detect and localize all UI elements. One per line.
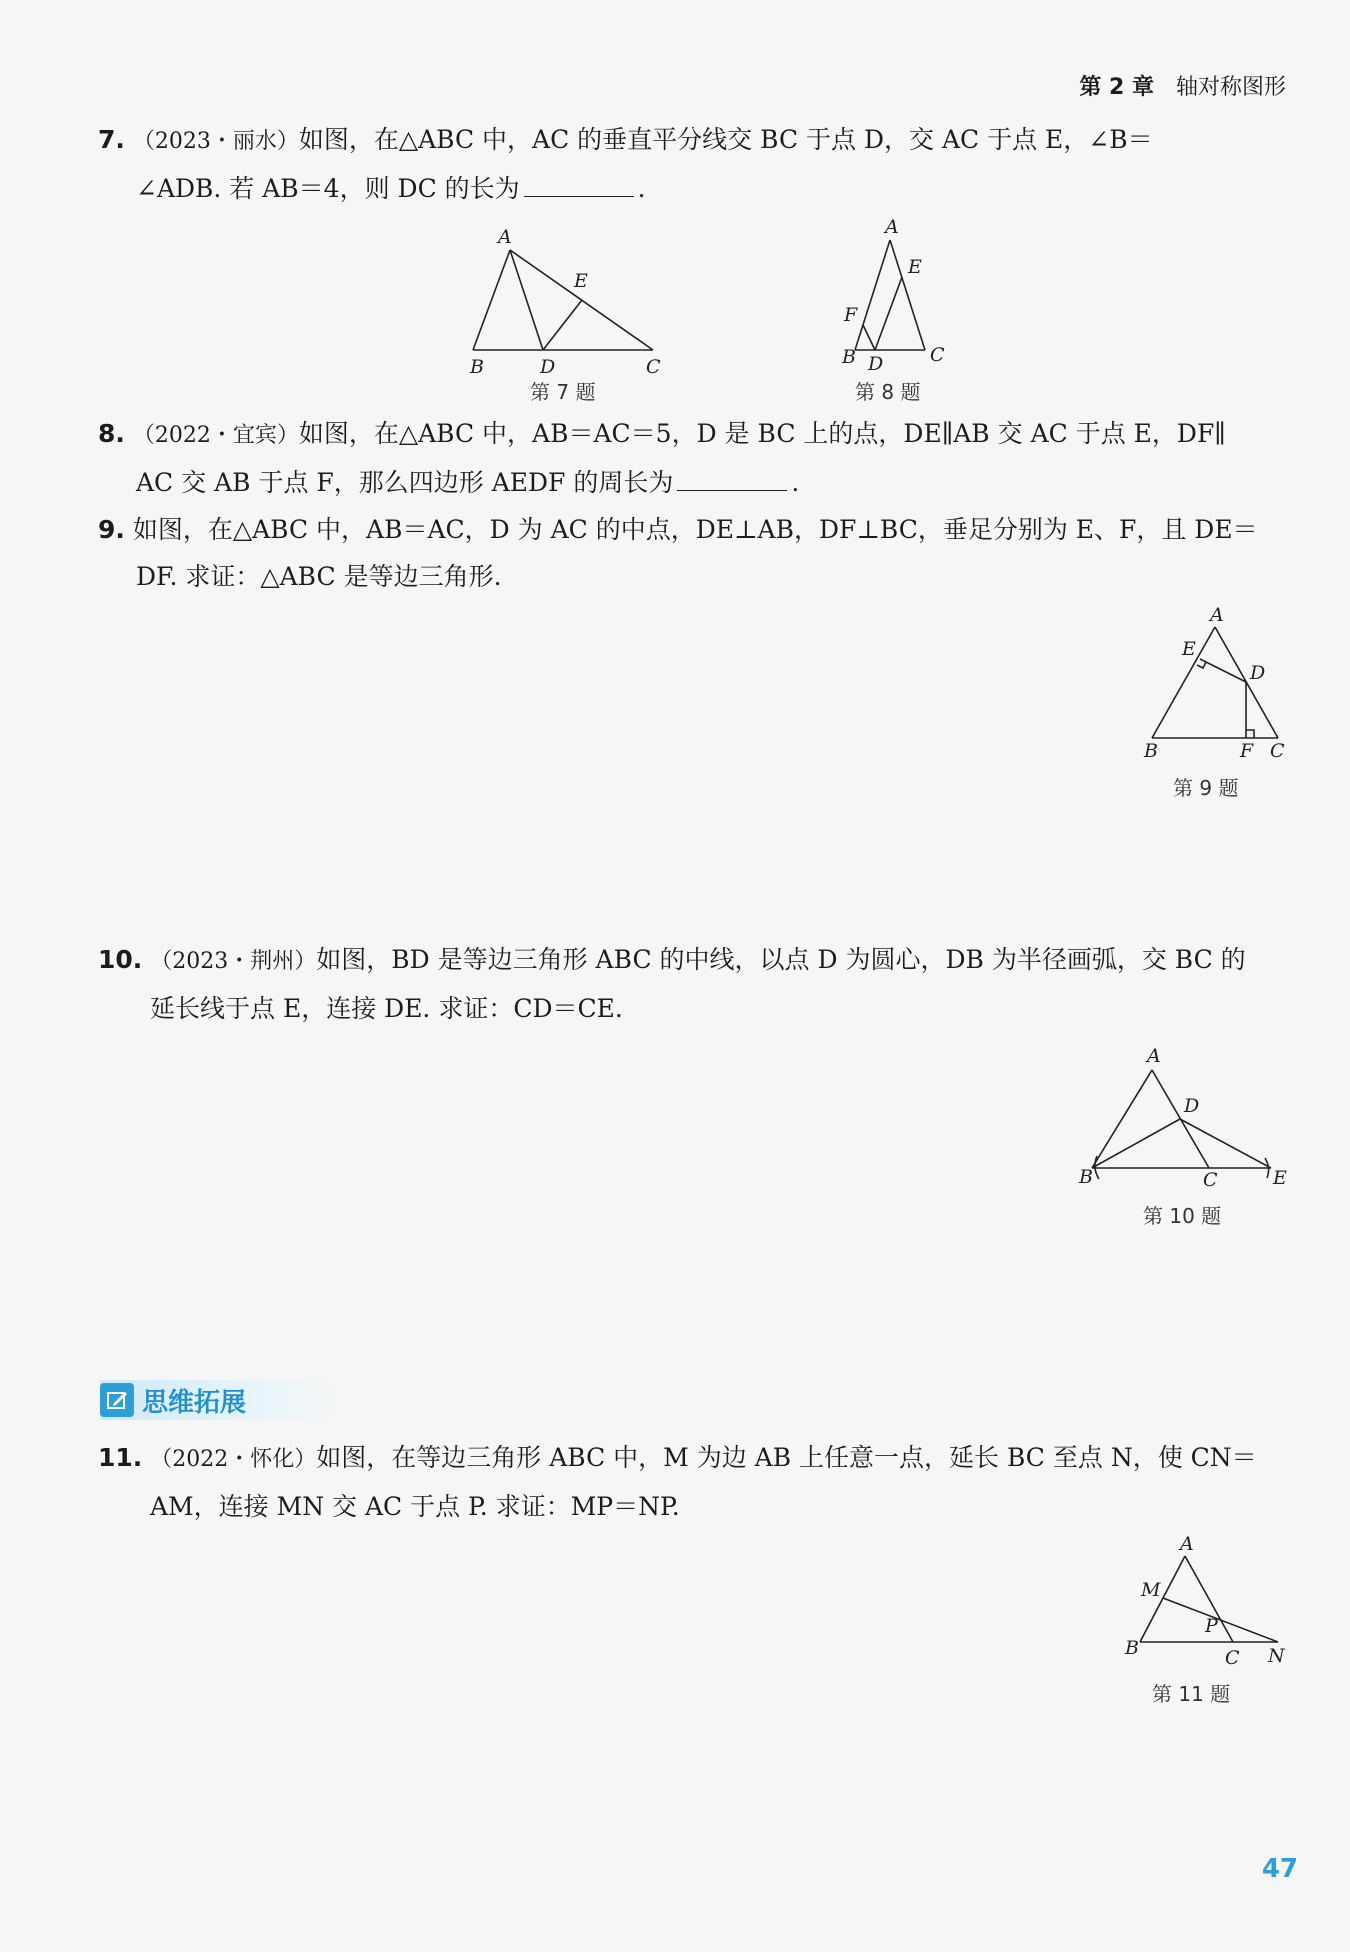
problem-text: 如图，BD 是等边三角形 ABC 的中线，以点 D 为圆心，DB 为半径画弧，交 BC 的 (316, 945, 1246, 974)
figure-11-caption: 第 11 题 (1152, 1682, 1231, 1706)
section-heading (100, 1380, 340, 1420)
point-label-e: E (1273, 1167, 1287, 1189)
segment-df (863, 325, 875, 350)
figure-10-caption: 第 10 题 (1143, 1204, 1222, 1228)
problem-text: 如图，在△ABC 中，AB＝AC＝5，D 是 BC 上的点，DE∥AB 交 AC 于点 E，DF∥ (298, 419, 1226, 448)
point-label-a: A (1180, 1533, 1194, 1555)
point-label-m: M (1141, 1579, 1161, 1601)
problem-text: DF. 求证：△ABC 是等边三角形. (136, 562, 502, 591)
problem-text-end: . (791, 468, 800, 497)
problem-number: 9. (98, 515, 125, 544)
segment-ab (473, 250, 510, 350)
problem-11 (98, 1434, 1288, 1530)
answer-blank[interactable] (524, 170, 634, 197)
problem-text: 延长线于点 E，连接 DE. 求证：CD＝CE. (150, 994, 623, 1023)
problem-source: （2023・丽水） (132, 129, 299, 154)
problem-8 (98, 410, 1288, 506)
point-label-e: E (1182, 638, 1196, 660)
answer-blank[interactable] (677, 464, 787, 491)
point-label-b: B (1079, 1166, 1093, 1188)
problem-7 (98, 116, 1288, 212)
point-label-d: D (1184, 1095, 1200, 1117)
figure-7-caption: 第 7 题 (530, 380, 596, 404)
segment-ab (1092, 1070, 1152, 1168)
point-label-a: A (1210, 604, 1224, 626)
problem-number: 8. (98, 419, 125, 448)
point-label-e: E (908, 256, 922, 278)
point-label-d: D (540, 356, 556, 378)
point-label-d: D (868, 353, 884, 375)
figure-8-caption: 第 8 题 (855, 380, 921, 404)
problem-source: （2022・怀化） (150, 1447, 317, 1472)
section-title: 思维拓展 (142, 1387, 247, 1418)
problem-number: 11. (98, 1443, 143, 1472)
problem-source: （2022・宜宾） (132, 423, 299, 448)
figure-10 (1075, 1045, 1290, 1193)
segment-ab (855, 240, 890, 350)
point-label-d: D (1250, 662, 1266, 684)
point-label-c: C (930, 344, 945, 366)
segment-de (875, 277, 902, 350)
problem-source: （2023・荆州） (150, 949, 317, 974)
problem-10 (98, 936, 1288, 1032)
segment-mn (1163, 1598, 1278, 1642)
point-label-a: A (1147, 1045, 1161, 1067)
point-label-c: C (1270, 740, 1285, 762)
figure-9 (1140, 604, 1290, 765)
right-angle-mark (1197, 662, 1206, 668)
point-label-e: E (574, 270, 588, 292)
problem-text: 如图，在△ABC 中，AB＝AC，D 为 AC 的中点，DE⊥AB，DF⊥BC，垂足分别为 E、F，且 DE＝ (132, 515, 1258, 544)
right-angle-mark (1246, 730, 1254, 738)
point-label-n: N (1268, 1645, 1285, 1667)
problem-text: AM，连接 MN 交 AC 于点 P. 求证：MP＝NP. (150, 1492, 680, 1521)
point-label-b: B (1144, 740, 1158, 762)
problem-number: 10. (98, 945, 143, 974)
segment-ad (510, 250, 543, 350)
problem-text: AC 交 AB 于点 F，那么四边形 AEDF 的周长为 (136, 468, 674, 497)
point-label-f: F (1240, 740, 1254, 762)
page-number: 47 (1261, 1854, 1298, 1884)
chapter-number: 第 2 章 (1079, 75, 1154, 100)
point-label-a: A (498, 226, 512, 248)
problem-text: 如图，在等边三角形 ABC 中，M 为边 AB 上任意一点，延长 BC 至点 N，使 CN＝ (316, 1443, 1257, 1472)
point-label-c: C (1225, 1647, 1240, 1669)
segment-de (543, 300, 582, 350)
problem-9 (98, 506, 1288, 600)
point-label-c: C (1203, 1169, 1218, 1191)
chapter-header (1079, 70, 1286, 101)
figure-9-caption: 第 9 题 (1173, 776, 1239, 800)
point-label-b: B (842, 346, 856, 368)
point-label-c: C (646, 356, 661, 378)
problem-text: 如图，在△ABC 中，AC 的垂直平分线交 BC 于点 D，交 AC 于点 E，∠B＝ (298, 125, 1153, 154)
point-label-a: A (885, 216, 899, 238)
figure-8 (820, 215, 960, 375)
problem-text-end: . (637, 174, 646, 203)
segment-bd (1092, 1119, 1180, 1168)
figure-7 (458, 225, 688, 378)
problem-number: 7. (98, 125, 125, 154)
point-label-b: B (1125, 1637, 1139, 1659)
point-label-p: P (1205, 1615, 1218, 1637)
segment-de (1180, 1119, 1271, 1168)
chapter-title: 轴对称图形 (1175, 75, 1286, 100)
figure-11 (1105, 1533, 1290, 1670)
point-label-b: B (470, 356, 484, 378)
point-label-f: F (844, 304, 858, 326)
pencil-note-icon (100, 1383, 134, 1417)
problem-text: ∠ADB. 若 AB＝4，则 DC 的长为 (136, 174, 520, 203)
